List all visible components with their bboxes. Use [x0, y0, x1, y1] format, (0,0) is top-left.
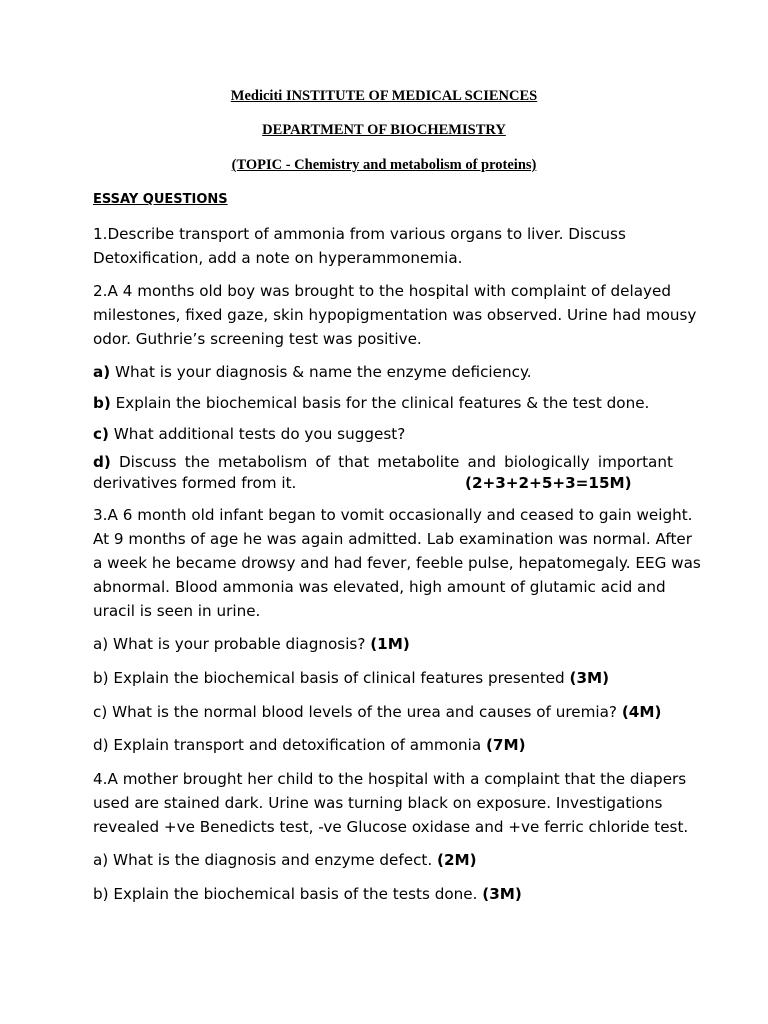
- part-d-word: important: [597, 453, 673, 471]
- question-3-part-d: [93, 733, 673, 757]
- part-d-word: the: [184, 453, 210, 471]
- question-3-part-c: [93, 700, 673, 724]
- part-text: Explain the biochemical basis for the clinical features & the test done.: [110, 394, 650, 412]
- part-text: What is your diagnosis & name the enzyme deficiency.: [110, 363, 532, 381]
- part-d-line-2: [93, 473, 673, 494]
- question-3-line: uracil is seen in urine.: [93, 602, 261, 620]
- part-marks: (3M): [482, 885, 522, 903]
- part-text: b) Explain the biochemical basis of the tests done.: [93, 885, 483, 903]
- part-d-word: Discuss: [118, 453, 177, 471]
- part-marks: (2M): [437, 851, 477, 869]
- part-marks: (4M): [621, 703, 662, 721]
- part-label: b): [93, 394, 111, 412]
- part-text: b) Explain the biochemical basis of clinical features presented: [93, 669, 570, 687]
- question-4: [93, 767, 689, 839]
- part-marks: (1M): [370, 635, 410, 653]
- part-d-text: derivatives formed from it.: [93, 474, 297, 492]
- part-d-line-1: [93, 452, 673, 473]
- question-2-part-a: [93, 360, 673, 384]
- question-2-part-d: [93, 452, 673, 494]
- question-4-part-b: [93, 882, 673, 906]
- question-2-part-b: [93, 391, 673, 415]
- question-4-line: used are stained dark. Urine was turning black on exposure. Investigations: [93, 794, 663, 812]
- question-4-line: revealed +ve Benedicts test, -ve Glucose oxidase and +ve ferric chloride test.: [93, 818, 689, 836]
- question-2-part-c: [93, 422, 673, 446]
- part-d-word: biologically: [504, 453, 590, 471]
- question-3-line: 3.A 6 month old infant began to vomit occasionally and ceased to gain weight.: [93, 506, 693, 524]
- question-2-line: milestones, fixed gaze, skin hypopigmentation was observed. Urine had mousy: [93, 306, 697, 324]
- question-1: [93, 222, 673, 270]
- question-2-line: odor. Guthrie’s screening test was positive.: [93, 330, 422, 348]
- institute-title: Mediciti INSTITUTE OF MEDICAL SCIENCES: [230, 88, 538, 104]
- part-text: d) Explain transport and detoxification of ammonia: [93, 736, 486, 754]
- question-2: [93, 279, 697, 351]
- part-text: a) What is your probable diagnosis?: [93, 635, 371, 653]
- part-text: c) What is the normal blood levels of the urea and causes of uremia?: [93, 703, 622, 721]
- part-d-word: metabolism: [217, 453, 308, 471]
- question-3-part-a: [93, 632, 673, 656]
- question-3-line: a week he became drowsy and had fever, feeble pulse, hepatomegaly. EEG was: [93, 554, 701, 572]
- question-3-part-b: [93, 666, 673, 690]
- department-title: DEPARTMENT OF BIOCHEMISTRY: [262, 122, 506, 138]
- question-3-line: abnormal. Blood ammonia was elevated, high amount of glutamic acid and: [93, 578, 666, 596]
- question-1-line: 1.Describe transport of ammonia from various organs to liver. Discuss: [93, 225, 626, 243]
- part-d-word: and: [467, 453, 497, 471]
- question-1-line: Detoxification, add a note on hyperammonemia.: [93, 249, 463, 267]
- question-3: [93, 503, 701, 623]
- topic-title: (TOPIC - Chemistry and metabolism of proteins): [231, 157, 537, 173]
- part-label: a): [93, 363, 111, 381]
- part-label: c): [93, 425, 109, 443]
- part-d-word: that: [338, 453, 370, 471]
- question-4-line: 4.A mother brought her child to the hospital with a complaint that the diapers: [93, 770, 687, 788]
- question-3-line: At 9 months of age he was again admitted. Lab examination was normal. After: [93, 530, 693, 548]
- question-2-line: 2.A 4 months old boy was brought to the hospital with complaint of delayed: [93, 282, 671, 300]
- part-d-word: metabolite: [377, 453, 460, 471]
- question-4-part-a: [93, 848, 673, 872]
- section-title: ESSAY QUESTIONS: [93, 192, 228, 207]
- part-marks: (3M): [569, 669, 610, 687]
- part-label: d): [93, 453, 111, 471]
- part-d-word: of: [315, 453, 331, 471]
- marks-total: (2+3+2+5+3=15M): [465, 474, 632, 492]
- part-text: What additional tests do you suggest?: [108, 425, 406, 443]
- part-marks: (7M): [485, 736, 526, 754]
- part-text: a) What is the diagnosis and enzyme defect.: [93, 851, 438, 869]
